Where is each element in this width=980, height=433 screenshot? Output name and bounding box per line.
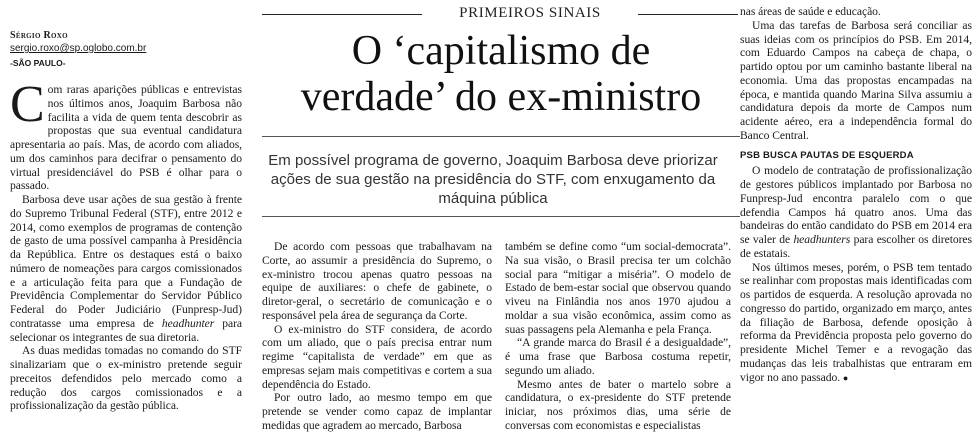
paragraph-1: Com raras aparições públicas e entrevistas nos últimos anos, Joaquim Barbosa não facilita a vida de quem tenta descobrir as propostas que sua eventual candidatura apresentaria ao país. Mas, de acordo com aliados, um dos caminhos para decifrar o pensamento do virtual presidenciável do PSB é olhar para o passado.	[10, 76, 242, 193]
paragraph-3: Nos últimos meses, porém, o PSB tem tentado se realinhar com propostas mais identificadas com os partidos de esquerda. A resolução aprovada no congresso do partido, organizado em março, antes da filiação de Barbosa, defende oposição à reforma da Previdência proposta pelo governo do presidente Michel Temer e a revogação das mudanças das leis trabalhistas que entraram em vigor no ano passado. ●	[740, 260, 972, 384]
headline	[262, 28, 740, 120]
end-mark-icon: ●	[842, 372, 849, 383]
headline-line-1: O ‘capitalismo de	[351, 28, 651, 74]
paragraph-0: nas áreas de saúde e educação.	[740, 5, 881, 18]
subheadline: Em possível programa de governo, Joaquim Barbosa deve priorizar ações de sua gestão na presidência do STF, com enxugamento da máquina pública	[268, 152, 718, 207]
subhead-rule-bottom	[262, 216, 740, 217]
author-name: Sérgio Roxo	[10, 30, 68, 41]
article-column-1	[10, 76, 242, 413]
paragraph-1: De acordo com pessoas que trabalhavam na Corte, ao assumir a presidência do Supremo, o ex-ministro trocou apenas quatro pessoas na equipe de auxiliares: o chefe de gabinete, o diretor-geral, o secretário de comunicação e o responsável pela área de segurança da Corte.	[262, 240, 492, 322]
paragraph-2: O ex-ministro do STF considera, de acordo com um aliado, que o país precisa entrar num regime “capitalista de verdade” em que as empresas sejam mais competitivas e cortem a sua dependência do Estado.	[262, 322, 492, 391]
subhead-rule-top	[262, 136, 740, 137]
author-email[interactable]: sergio.roxo@sp.oglobo.com.br	[10, 43, 147, 54]
section-kicker: PRIMEIROS SINAIS	[459, 5, 601, 21]
headline-line-2: verdade’ do ex-ministro	[300, 74, 702, 120]
paragraph-1: Uma das tarefas de Barbosa será conciliar as suas ideias com os princípios do PSB. Em 2014, com Eduardo Campos na cabeça de chapa, o partido optou por um caminho bastante liberal na economia. Uma das propostas encampadas na época, e mantida quando Marina Silva assumiu a candidatura depois da morte de Campos num acidente aéreo, era a independência formal do Banco Central.	[740, 18, 972, 142]
drop-cap: C	[10, 76, 45, 133]
paragraph-2: “A grande marca do Brasil é a desigualdade”, é uma frase que Barbosa costuma repetir, segundo um aliado.	[505, 336, 731, 377]
paragraph-2: Barbosa deve usar ações de sua gestão à frente do Supremo Tribunal Federal (STF), entre 2012 e 2014, como exemplos de programas de contenção de gasto de uma possível campanha à Presidência da República. Entre os destaques está o baixo número de nomeações para cargos comissionados e a articulação feita para que a Fundação de Previdência Complementar do Servidor Público Federal do Poder Judiciário (Funpresp-Jud) contratasse uma empresa de headhunter para selecionar os integrantes de sua diretoria.	[10, 193, 242, 344]
paragraph-3: As duas medidas tomadas no comando do STF sinalizariam que o ex-ministro pretende seguir preceitos defendidos pelo mercado como a redução dos cargos comissionados e a profissionalização da gestão pública.	[10, 344, 242, 413]
paragraph-3: Mesmo antes de bater o martelo sobre a candidatura, o ex-presidente do STF pretende iniciar, nos próximos dias, uma série de conversas com economistas e especialistas	[505, 377, 731, 432]
author-city: -SÃO PAULO-	[10, 58, 66, 68]
article-column-2	[262, 240, 492, 433]
kicker-rule-right	[638, 14, 738, 15]
paragraph-3: Por outro lado, ao mesmo tempo em que pretende se vender como capaz de implantar medidas que agradem ao mercado, Barbosa	[262, 391, 492, 432]
article-column-3	[505, 240, 731, 433]
subsection-title: PSB BUSCA PAUTAS DE ESQUERDA	[740, 149, 914, 161]
paragraph-1: também se define como “um social-democrata”. Na sua visão, o Brasil precisa ter um colchão social para “mitigar a miséria”. O modelo de Estado de bem-estar social que observou quando viveu na Finlândia nos anos 1970 ajudou a moldar a sua visão econômica, assim como as suas passagens pela Alemanha e pela França.	[505, 240, 731, 336]
paragraph-2: O modelo de contratação de profissionalização de gestores públicos implantado por Barbosa no Funpresp-Jud encontra paralelo com o que defendia Campos há quatro anos. Uma das bandeiras do então candidato do PSB em 2014 era se valer de headhunters para escolher os diretores de estatais.	[740, 164, 972, 260]
article-column-4	[740, 5, 972, 385]
kicker-rule-left	[262, 14, 422, 15]
